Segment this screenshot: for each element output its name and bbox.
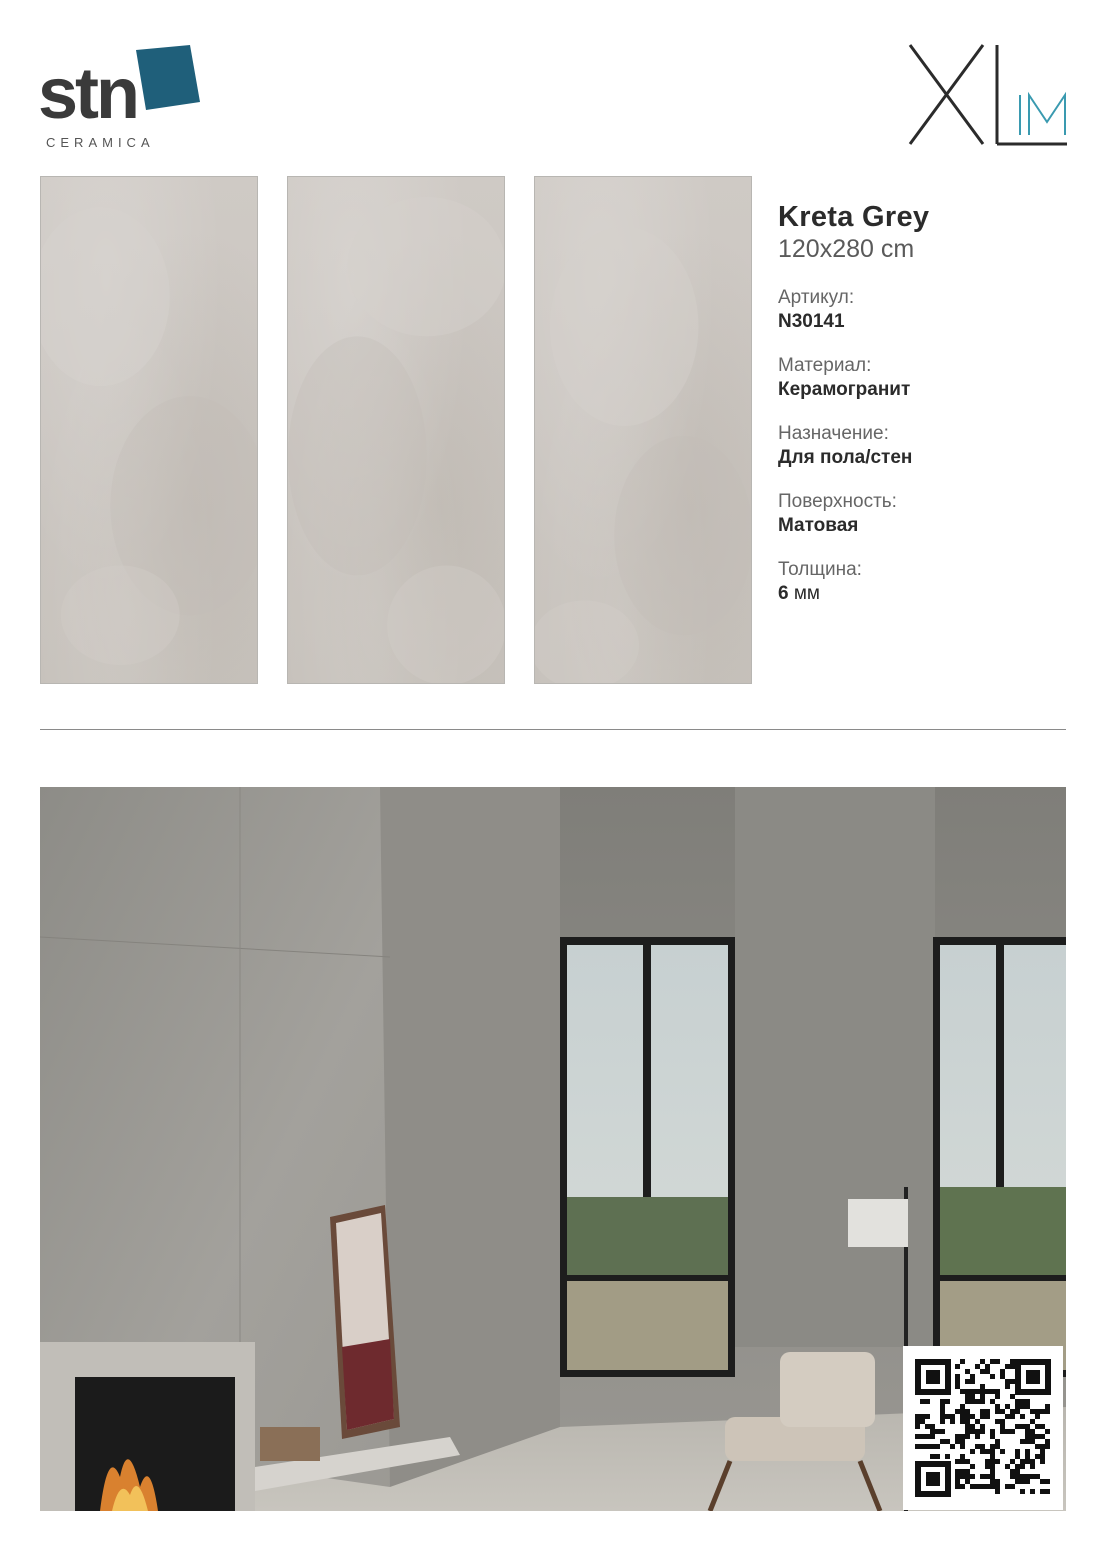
tile-swatch-2 — [287, 176, 505, 684]
brand-tagline: CERAMICA — [46, 135, 155, 150]
product-name: Kreta Grey — [778, 201, 930, 233]
spec-value: Матовая — [778, 515, 859, 536]
spec-unit: мм — [788, 583, 820, 604]
spec-label: Артикул: — [778, 287, 855, 308]
spec-label: Материал: — [778, 355, 872, 376]
qr-code-icon[interactable] — [915, 1359, 1051, 1497]
spec-value: N30141 — [778, 311, 845, 332]
spec-value: Керамогранит — [778, 379, 911, 400]
qr-code[interactable] — [903, 1346, 1063, 1510]
tile-texture — [41, 177, 257, 683]
xlim-logo — [905, 40, 1070, 150]
spec-purpose — [778, 422, 1078, 470]
tile-texture — [535, 177, 751, 683]
spec-value — [778, 582, 1078, 606]
stn-ceramica-logo — [38, 40, 208, 155]
tile-texture — [288, 177, 504, 683]
tile-swatch-1 — [40, 176, 258, 684]
spec-label: Поверхность: — [778, 491, 897, 512]
xlim-logo-mark — [905, 40, 1070, 150]
spec-label: Назначение: — [778, 423, 889, 444]
brand-name: stn — [38, 54, 137, 134]
spec-material — [778, 354, 1078, 402]
spec-value: Для пола/стен — [778, 447, 913, 468]
spec-number: 6 — [778, 583, 789, 604]
spec-surface — [778, 490, 1078, 538]
section-divider — [40, 729, 1066, 730]
spec-label: Толщина: — [778, 559, 862, 580]
product-specs — [778, 200, 1078, 626]
tile-swatch-3 — [534, 176, 752, 684]
spec-article — [778, 286, 1078, 334]
product-size: 120x280 cm — [778, 235, 915, 263]
stn-logo-mark — [38, 40, 208, 155]
spec-thickness — [778, 558, 1078, 606]
